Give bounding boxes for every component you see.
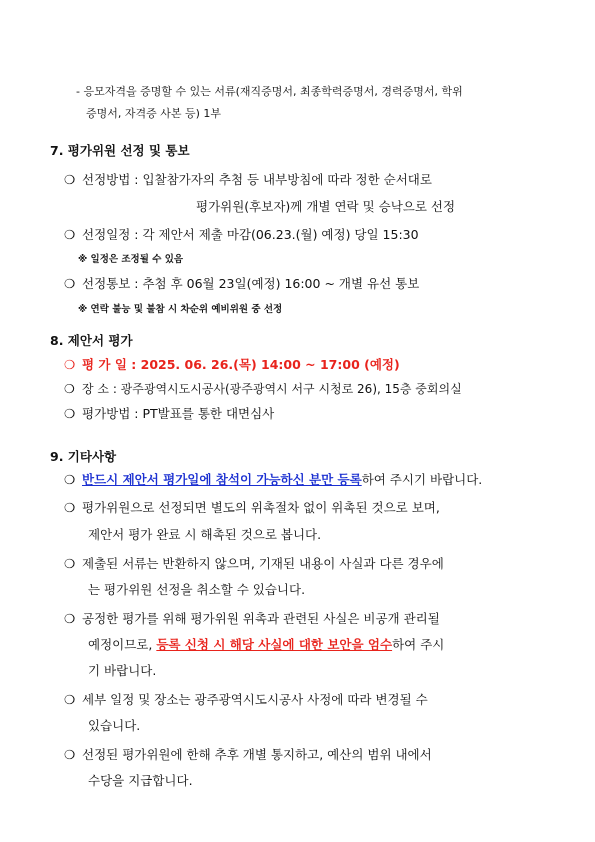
bullet-icon: ❍ — [64, 172, 76, 187]
notice-item-2-line-1 — [64, 500, 440, 516]
bullet-icon: ❍ — [64, 747, 76, 762]
bullet-icon: ❍ — [64, 556, 76, 571]
notice-item-1-rest: 하여 주시기 바랍니다. — [361, 472, 483, 487]
notice-item-6-text: 선정된 평가위원에 한해 추후 개별 통지하고, 예산의 범위 내에서 — [82, 747, 432, 762]
section-7-heading: 7. 평가위원 선정 및 통보 — [50, 143, 190, 158]
bullet-icon: ❍ — [64, 382, 75, 396]
notice-item-4-line-2 — [88, 637, 444, 653]
attendance-requirement-link: 반드시 제안서 평가일에 참석이 가능하신 분만 등록 — [82, 472, 362, 487]
evaluation-date-line — [64, 357, 400, 373]
notice-item-3-line-2: 는 평가위원 선정을 취소할 수 있습니다. — [88, 582, 306, 597]
bullet-icon: ❍ — [64, 227, 76, 242]
notice-item-2-line-2: 제안서 평가 완료 시 해촉된 것으로 봅니다. — [88, 527, 322, 542]
notice-item-3-line-1 — [64, 556, 444, 572]
security-requirement-text: 등록 신청 시 해당 사실에 대한 보안을 엄수 — [156, 637, 393, 652]
notice-item-5-text: 세부 일정 및 장소는 광주광역시도시공사 사정에 따라 변경될 수 — [82, 692, 428, 707]
bullet-icon: ❍ — [64, 611, 76, 626]
evaluation-date-text: 평 가 일 : 2025. 06. 26.(목) 14:00 ~ 17:00 (예정) — [82, 357, 400, 372]
evaluation-method-line — [64, 406, 274, 422]
selection-date-line — [64, 227, 419, 243]
notice-item-2-text: 평가위원으로 선정되면 별도의 위촉절차 없이 위촉된 것으로 보며, — [82, 500, 440, 515]
notice-item-5-line-1 — [64, 692, 428, 708]
qualification-docs-line-1: - 응모자격을 증명할 수 있는 서류(재직증명서, 최종학력증명서, 경력증명서, 학위 — [76, 85, 463, 98]
evaluation-place-line — [64, 381, 462, 397]
notice-item-4-post: 하여 주시 — [392, 637, 445, 652]
notice-item-4-line-1 — [64, 611, 440, 627]
notice-item-6-line-1 — [64, 747, 432, 763]
selection-notice-line — [64, 276, 419, 292]
bullet-icon: ❍ — [64, 500, 76, 515]
notice-item-5-line-2: 있습니다. — [88, 718, 141, 733]
schedule-note: ※ 일정은 조정될 수 있음 — [78, 254, 184, 265]
bullet-icon: ❍ — [64, 406, 76, 421]
selection-notice-text: 선정통보 : 추첨 후 06월 23일(예정) 16:00 ~ 개별 유선 통보 — [82, 276, 420, 291]
section-8-heading: 8. 제안서 평가 — [50, 333, 133, 348]
evaluation-method-text: 평가방법 : PT발표를 통한 대면심사 — [82, 406, 275, 421]
notice-item-4-line-3: 기 바랍니다. — [88, 663, 157, 678]
bullet-icon: ❍ — [64, 692, 76, 707]
evaluation-place-text: 장 소 : 광주광역시도시공사(광주광역시 서구 시청로 26), 15층 중회의실 — [82, 382, 462, 396]
selection-method-line-1 — [64, 172, 432, 188]
notice-item-1 — [64, 472, 482, 488]
bullet-icon: ❍ — [64, 276, 76, 291]
notice-item-3-text: 제출된 서류는 반환하지 않으며, 기재된 내용이 사실과 다른 경우에 — [82, 556, 444, 571]
selection-method-text: 선정방법 : 입찰참가자의 추첨 등 내부방침에 따라 정한 순서대로 — [82, 172, 432, 187]
bullet-icon: ❍ — [64, 472, 76, 487]
selection-date-text: 선정일정 : 각 제안서 제출 마감(06.23.(월) 예정) 당일 15:30 — [82, 227, 419, 242]
notice-item-4-pre: 예정이므로, — [88, 637, 157, 652]
notice-item-4-text: 공정한 평가를 위해 평가위원 위촉과 관련된 사실은 비공개 관리될 — [82, 611, 440, 626]
bullet-icon: ❍ — [64, 357, 76, 372]
section-9-heading: 9. 기타사항 — [50, 449, 117, 464]
contact-failure-note: ※ 연락 불능 및 불참 시 차순위 예비위원 중 선정 — [78, 304, 283, 315]
notice-item-6-line-2: 수당을 지급합니다. — [88, 773, 193, 788]
selection-method-line-2: 평가위원(후보자)께 개별 연락 및 승낙으로 선정 — [196, 199, 456, 214]
qualification-docs-line-2: 증명서, 자격증 사본 등) 1부 — [86, 107, 222, 120]
